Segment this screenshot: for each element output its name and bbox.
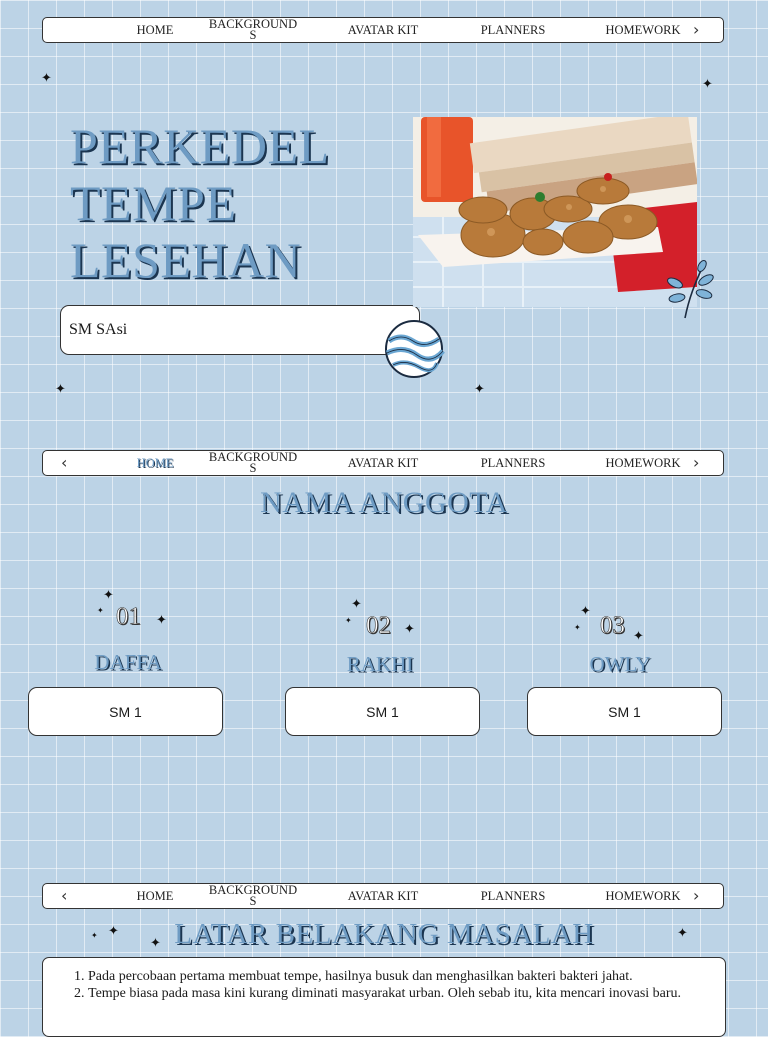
- nav-home[interactable]: HOME: [136, 22, 174, 37]
- member-class-field[interactable]: [527, 687, 722, 736]
- star-icon: ✦: [150, 936, 161, 951]
- member-class-value: SM 1: [608, 703, 641, 720]
- member-number: 02: [366, 612, 391, 639]
- top-nav-2: [42, 450, 724, 476]
- member-number: 03: [600, 612, 625, 639]
- nav-home[interactable]: HOME: [136, 888, 174, 903]
- nav-backgrounds-label-top: BACKGROUND: [208, 883, 298, 897]
- star-icon: ✦: [345, 616, 352, 625]
- star-icon: ✦: [41, 71, 52, 86]
- nav-planners[interactable]: PLANNERS: [480, 888, 546, 903]
- chevron-left-icon[interactable]: ‹: [61, 886, 68, 905]
- member-class-field[interactable]: [28, 687, 223, 736]
- members-title: NAMA ANGGOTA: [260, 486, 508, 519]
- nav-backgrounds[interactable]: [203, 18, 303, 42]
- nav-avatar-kit[interactable]: AVATAR KIT: [347, 888, 419, 903]
- nav-avatar-kit[interactable]: AVATAR KIT: [347, 455, 419, 470]
- member-class-value: SM 1: [109, 703, 142, 720]
- class-field[interactable]: [60, 305, 420, 355]
- star-icon: ✦: [351, 597, 362, 612]
- nav-avatar-kit[interactable]: AVATAR KIT: [347, 22, 419, 37]
- list-item: 2. Tempe biasa pada masa kini kurang diminati masyarakat urban. Oleh sebab itu, kita mencari inovasi baru.: [88, 985, 709, 1002]
- planet-sticker: [383, 319, 445, 379]
- star-icon: ✦: [103, 588, 114, 603]
- nav-backgrounds-label-bottom: S: [249, 28, 257, 42]
- star-icon: ✦: [97, 606, 104, 615]
- cover-title-line: PERKEDEL: [70, 118, 330, 174]
- star-icon: ✦: [580, 604, 591, 619]
- class-field-value: SM SAsi: [69, 321, 128, 338]
- nav-backgrounds-label-top: BACKGROUND: [208, 450, 298, 464]
- member-number: 01: [116, 603, 141, 630]
- star-icon: ✦: [702, 77, 713, 92]
- chevron-right-icon[interactable]: ›: [693, 20, 700, 39]
- cover-title-line: TEMPE: [70, 175, 237, 231]
- star-icon: ✦: [574, 623, 581, 632]
- background-problem-title: LATAR BELAKANG MASALAH: [174, 918, 594, 950]
- star-icon: ✦: [91, 931, 98, 940]
- background-problem-list: [42, 957, 726, 1037]
- chevron-left-icon[interactable]: ‹: [61, 453, 68, 472]
- nav-backgrounds-label-bottom: S: [249, 461, 257, 475]
- nav-backgrounds[interactable]: [203, 884, 303, 908]
- nav-homework[interactable]: HOMEWORK: [605, 888, 681, 903]
- top-nav-3: [42, 883, 724, 909]
- nav-backgrounds-label-bottom: S: [249, 894, 257, 908]
- star-icon: ✦: [474, 382, 485, 397]
- nav-homework[interactable]: HOMEWORK: [605, 22, 681, 37]
- star-icon: ✦: [108, 924, 119, 939]
- star-icon: ✦: [677, 926, 688, 941]
- nav-planners[interactable]: PLANNERS: [480, 455, 546, 470]
- star-icon: ✦: [156, 613, 167, 628]
- member-name: RAKHI: [346, 652, 414, 676]
- nav-homework[interactable]: HOMEWORK: [605, 455, 681, 470]
- leaf-sprig-sticker: [665, 258, 715, 320]
- member-class-value: SM 1: [366, 703, 399, 720]
- chevron-right-icon[interactable]: ›: [693, 453, 700, 472]
- nav-backgrounds-label-top: BACKGROUND: [208, 17, 298, 31]
- nav-backgrounds[interactable]: [203, 451, 303, 475]
- cover-title-line: LESEHAN: [70, 232, 302, 288]
- top-nav-1: [42, 17, 724, 43]
- star-icon: ✦: [404, 622, 415, 637]
- star-icon: ✦: [633, 629, 644, 644]
- star-icon: ✦: [55, 382, 66, 397]
- cover-title: [70, 118, 390, 289]
- nav-home[interactable]: HOME: [136, 455, 174, 470]
- member-name: DAFFA: [94, 650, 162, 674]
- list-item: 1. Pada percobaan pertama membuat tempe, hasilnya busuk dan menghasilkan bakteri bakteri jahat.: [88, 968, 709, 985]
- member-class-field[interactable]: [285, 687, 480, 736]
- nav-planners[interactable]: PLANNERS: [480, 22, 546, 37]
- chevron-right-icon[interactable]: ›: [693, 886, 700, 905]
- food-photo: [413, 117, 697, 307]
- food-photo-illustration: [413, 117, 697, 307]
- member-name: OWLY: [589, 652, 651, 676]
